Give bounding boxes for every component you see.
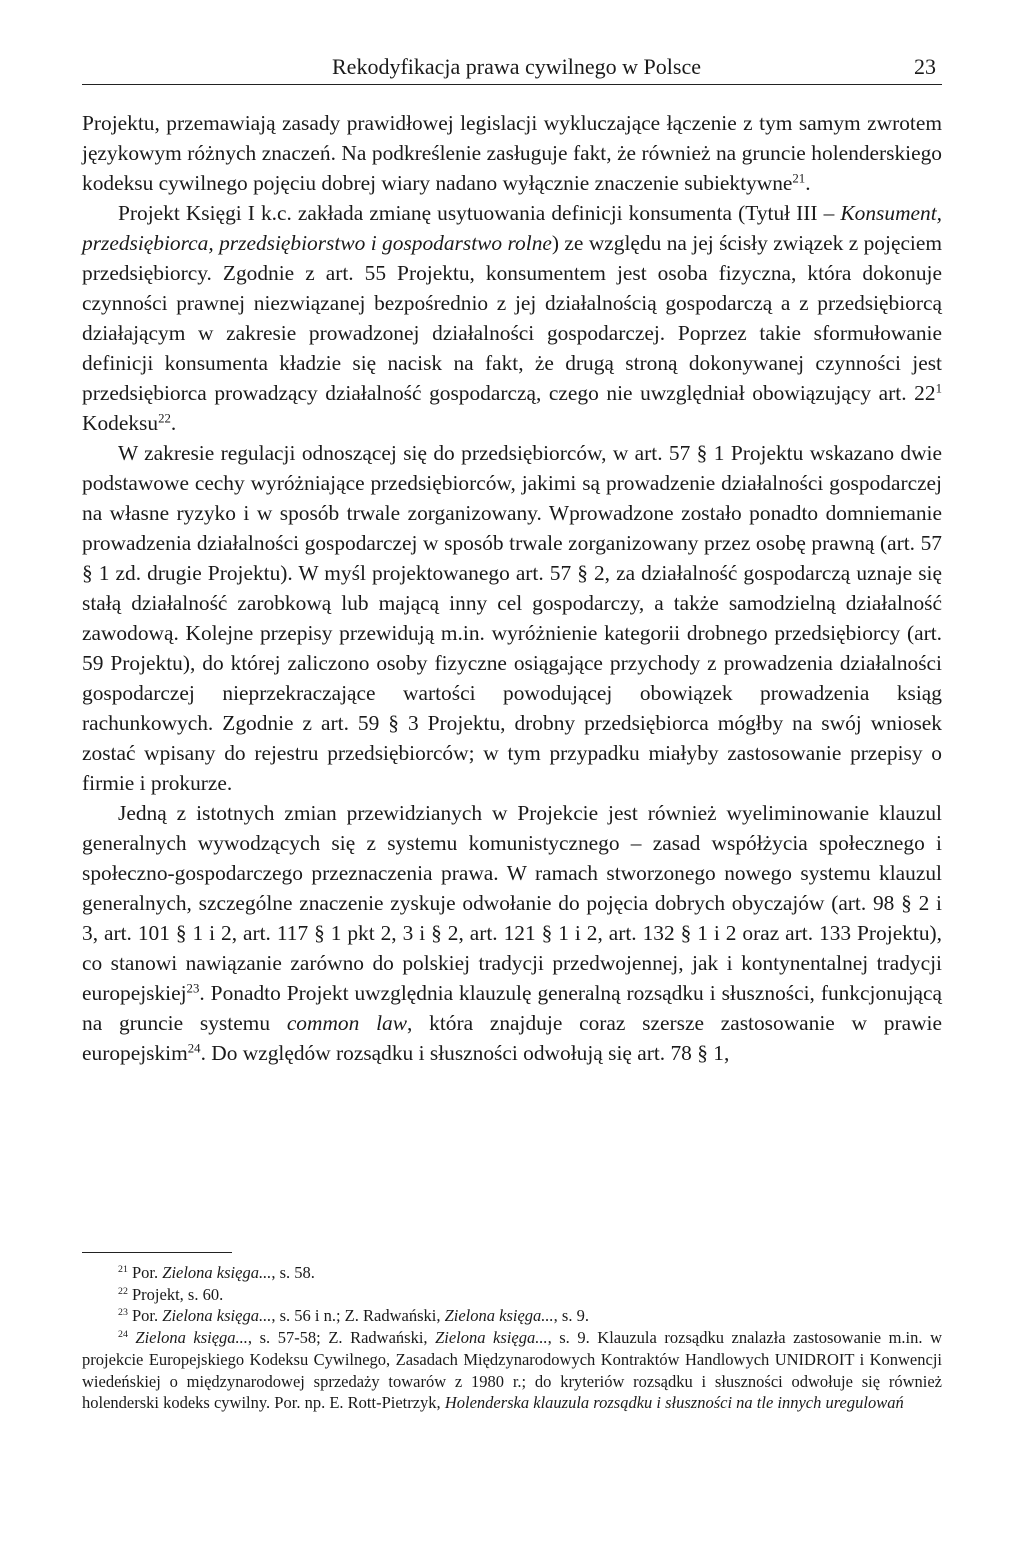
footnote-ref-22[interactable]: 22 [158,411,171,426]
paragraph-4: Jedną z istotnych zmian przewidzianych w Projekcie jest również wyeliminowanie klauzul generalnych wywodzących się z systemu komunistycznego – zasad współżycia społecznego i społeczno-gospodarczego przeznaczenia prawa. W ramach stworzonego nowego systemu klauzul generalnych, szczególne znaczenie zyskuje odwołanie do pojęcia dobrych obyczajów (art. 98 § 2 i 3, art. 101 § 1 i 2, art. 117 § 1 pkt 2, 3 i § 2, art. 121 § 1 i 2, art. 132 § 1 i 2 oraz art. 133 Projektu), co stanowi nawiązanie zarówno do polskiej tradycji przedwojennej, jak i kontynentalnej tradycji europejskiej$^{23}$. Ponadto Projekt uwzględnia klauzulę generalną rozsądku i słuszności, funkcjonującą na gruncie systemu common law, która znajduje coraz szersze zastosowanie w prawie europejskim$^{24}$. Do względów rozsądku i słuszności odwołują się art. 78 § 1, [82,801,942,1065]
footnote-ref-23[interactable]: 23 [186,981,200,996]
paragraph-2: Projekt Księgi I k.c. zakłada zmianę usytuowania definicji konsumenta (Tytuł III – Konsument, przedsiębiorca, przedsiębiorstwo i gospodarstwo rolne) ze względu na jej ścisły związek z pojęciem przedsiębiorcy. Zgodnie z art. 55 Projektu, konsumentem jest osoba fizyczna, która dokonuje czynności prawnej niezwiązanej bezpośrednio z jej działalnością gospodarczą a z przedsiębiorcą działającym w zakresie prowadzonej działalności gospodarczej. Poprzez takie sformułowanie definicji konsumenta kładzie się nacisk na fakt, że drugą stroną dokonywanej czynności jest przedsiębiorca prowadzący działalność gospodarczą, czego nie uwzględniał obowiązujący art. $22^1$ Kodeksu$^{22}$. [82,201,943,435]
footnote-ref-21[interactable]: 21 [792,171,806,186]
page-header [82,48,942,85]
paragraph-1: Projektu, przemawiają zasady prawidłowej legislacji wykluczające łączenie z tym samym zwrotem językowym różnych znaczeń. Na podkreślenie zasługuje fakt, że również na gruncie holenderskiego kodeksu cywilnego pojęciu dobrej wiary nadano wyłącznie znaczenie subiektywne$^{21}$. [82,111,942,195]
footnote-23: $^{23}$ Por. Zielona księga..., s. 56 i n.; Z. Radwański, Zielona księga..., s. 9. [118,1306,589,1326]
footnote-separator [82,1252,232,1253]
footnote-22: $^{22}$ Projekt, s. 60. [118,1284,224,1304]
footnote-24: $^{24}$ Zielona księga..., s. 57-58; Z. Radwański, Zielona księga..., s. 9. Klauzula rozsądku znalazła zastosowanie m.in. w projekcie Europejskiego Kodeksu Cywilnego, Zasadach Międzynarodowych Kontraktów Handlowych UNIDROIT i Konwencji wiedeńskiej o międzynarodowej sprzedaży towarów z 1980 r.; do kryteriów rozsądku i słuszności odwołuje się również holenderski kodeks cywilny. Por. np. E. Rott-Pietrzyk, Holenderska klauzula rozsądku i słuszności na tle innych uregulowań [82,1328,942,1413]
paragraph-3: W zakresie regulacji odnoszącej się do przedsiębiorców, w art. 57 § 1 Projektu wskazano dwie podstawowe cechy wyróżniające przedsiębiorców, jakimi są prowadzenie działalności gospodarczej na własne ryzyko i w sposób trwale zorganizowany. Wprowadzone zostało ponadto domniemanie prowadzenia działalności gospodarczej w sposób trwale zorganizowany przez osobę prawną (art. 57 § 1 zd. drugie Projektu). W myśl projektowanego art. 57 § 2, za działalność gospodarczą uznaje się stałą działalność zarobkową lub mającą inny cel gospodarczy, a także samodzielną działalność zawodową. Kolejne przepisy przewidują m.in. wyróżnienie kategorii drobnego przedsiębiorcy (art. 59 Projektu), do której zaliczono osoby fizyczne osiągające przychody z prowadzenia działalności gospodarczej nieprzekraczające wartości powodującej obowiązek prowadzenia ksiąg rachunkowych. Zgodnie z art. 59 § 3 Projektu, drobny przedsiębiorca mógłby na swój wniosek zostać wpisany do rejestru przedsiębiorców; w tym przypadku miałyby zastosowanie przepisy o firmie i prokurze. [82,441,942,795]
footnotes [82,1262,942,1414]
body-text [82,108,942,1068]
page-number: 23 [914,54,936,79]
footnote-21: $^{21}$ Por. Zielona księga..., s. 58. [118,1263,315,1282]
footnote-ref-24[interactable]: 24 [187,1041,201,1056]
running-head: Rekodyfikacja prawa cywilnego w Polsce [332,54,701,79]
